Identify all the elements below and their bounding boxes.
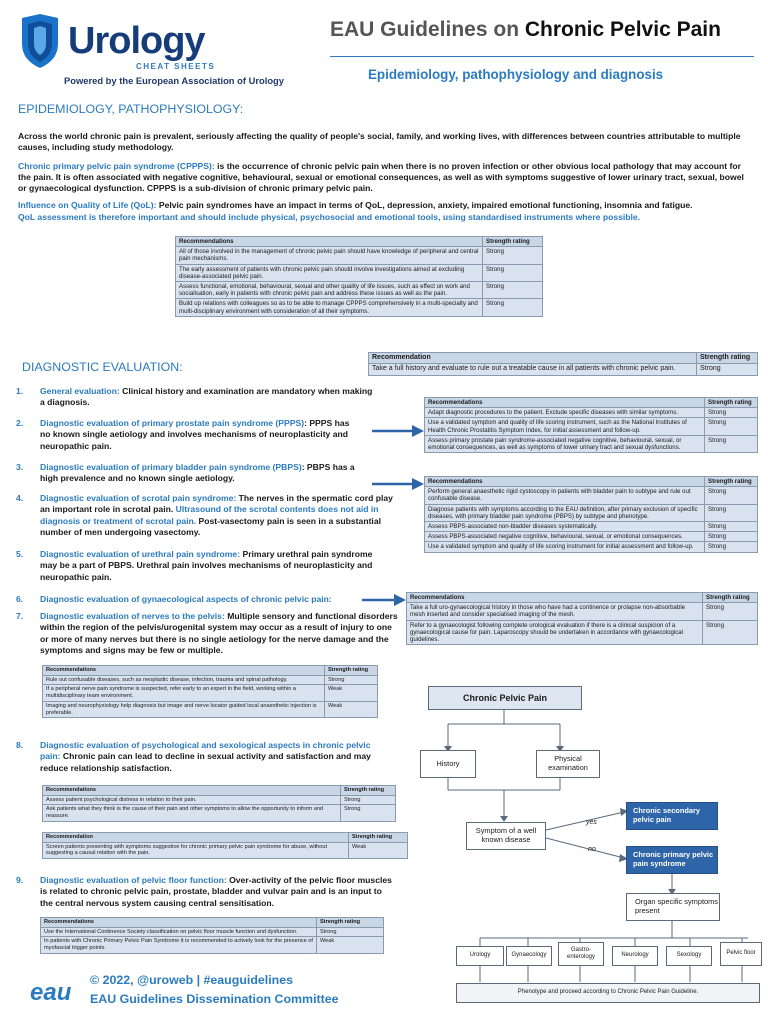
title-rule bbox=[330, 56, 754, 57]
eau-logo-icon bbox=[30, 976, 90, 1006]
table-header: Recommendations Strength rating bbox=[425, 477, 758, 487]
cppps-label: Chronic primary pelvic pain syndrome (CPPPS): bbox=[18, 161, 215, 171]
footer-copyright: © 2022, @uroweb | #eauguidelines bbox=[90, 973, 294, 987]
qol-label: Influence on Quality of Life (QoL): bbox=[18, 200, 157, 210]
flow-specialty-neurology: Neurology bbox=[612, 946, 658, 966]
table-header: Recommendations Strength rating bbox=[43, 666, 378, 676]
table-header: Recommendations Strength rating bbox=[407, 593, 758, 603]
diag-item-8: 8. Diagnostic evaluation of psychological and sexological aspects in chronic pelvic pain: Chronic pain can lead to decline in sexual activity and satisfaction and may reduce relationship satisfaction. bbox=[16, 740, 371, 773]
table-row: The early assessment of patients with chronic pelvic pain should involve investigations aimed at excluding disease-associated pelvic pain. Strong bbox=[176, 264, 543, 281]
table-row: Use the International Continence Society classification on pelvic floor muscle function and dysfunction. Strong bbox=[41, 927, 384, 937]
table-header: Recommendation Strength rating bbox=[43, 833, 408, 843]
table-row: If a peripheral nerve pain syndrome is suspected, refer early to an expert in the field, working within a multidisciplinary team environment. Weak bbox=[43, 685, 378, 701]
footer-committee: EAU Guidelines Dissemination Committee bbox=[90, 992, 339, 1006]
epi-recommendations-table bbox=[175, 236, 543, 317]
section-heading-diagnostic: DIAGNOSTIC EVALUATION: bbox=[22, 360, 183, 374]
table-row: Ask patients what they think is the cause of their pain and other symptoms to allow the opportunity to inform and reassure. Strong bbox=[43, 805, 396, 821]
flow-specialty-gynaecology: Gynaecology bbox=[506, 946, 552, 966]
page-title bbox=[330, 18, 721, 42]
diag-item-1: 1. General evaluation: Clinical history and examination are mandatory when making a diagnosis. bbox=[16, 386, 373, 408]
section-heading-epidemiology: EPIDEMIOLOGY, PATHOPHYSIOLOGY: bbox=[18, 102, 244, 116]
table-row: Assess PBPS-associated non-bladder diseases systematically. Strong bbox=[425, 521, 758, 531]
table-row: Screen patients presenting with symptoms suggestive for chronic primary pelvic pain syndrome for abuse, without suggesting a causal relation with the pain. Weak bbox=[43, 842, 408, 858]
table-header: Recommendations Strength rating bbox=[425, 398, 758, 408]
diag-item-7: 7. Diagnostic evaluation of nerves to the pelvis: Multiple sensory and functional disorders within the region of the pelvis/urogenital system may occur as a result of injury to one or more of many nerves but there is no single aetiology for the nerve damage and the symptoms and signs may be few or multiple. bbox=[16, 611, 398, 656]
title-main: Chronic Pelvic Pain bbox=[524, 18, 721, 41]
table-row: Build up relations with colleagues so as to be able to manage CPPPS comprehensively in a multi-specialty and multi-disciplinary environment with consideration of all their symptoms. Strong bbox=[176, 299, 543, 316]
table-row: Adapt diagnostic procedures to the patient. Exclude specific diseases with similar symptoms. Strong bbox=[425, 408, 758, 418]
logo-subtitle: CHEAT SHEETS bbox=[136, 62, 216, 71]
flow-specialty-urology: Urology bbox=[456, 946, 504, 966]
diag-item-5: 5. Diagnostic evaluation of urethral pain syndrome: Primary urethral pain syndrome may be a part of PBPS. Urethral pain involves mechanisms of neuroplasticity and neuropathic pain. bbox=[16, 549, 373, 582]
table-row: Use a validated symptom and quality of life scoring instrument, such as the National Institutes of Health Chronic Prostatitis Symptom Index, for initial assessment and follow-up. Strong bbox=[425, 418, 758, 435]
flow-history: History bbox=[420, 750, 476, 778]
flow-specialty-sexology: Sexology bbox=[666, 946, 712, 966]
diag-item-9: 9. Diagnostic evaluation of pelvic floor function: Over-activity of the pelvic floor muscles is related to chronic pelvic pain, prostate, bladder and vulvar pain and is an input to the central nervous system causing central sensitisation. bbox=[16, 875, 392, 908]
general-evaluation-table bbox=[368, 352, 758, 376]
table-header bbox=[176, 237, 543, 247]
table-row: Imaging and neurophysiology help diagnosis but image and nerve locator guided local anaesthetic injection is preferable. Weak bbox=[43, 701, 378, 717]
pbps-recommendations-table bbox=[424, 476, 758, 553]
table-row: Assess functional, emotional, behavioural, sexual and other quality of life issues, such as effect on work and socialisation, early in patients with chronic pelvic pain and address these issues as well as the pain. Strong bbox=[176, 281, 543, 298]
eau-logo bbox=[30, 976, 90, 1006]
col-strength: Strength rating bbox=[483, 237, 543, 247]
arrow-icon bbox=[362, 593, 406, 607]
table-header: Recommendation Strength rating bbox=[369, 353, 758, 364]
gynaecological-recommendations-table bbox=[406, 592, 758, 645]
diag-item-6: 6. Diagnostic evaluation of gynaecological aspects of chronic pelvic pain: bbox=[16, 594, 332, 604]
powered-by: Powered by the European Association of Urology bbox=[64, 75, 284, 86]
epi-paragraph-4: QoL assessment is therefore important and should include physical, psychosocial and emotional tools, using standardised instruments where possible. bbox=[18, 212, 641, 222]
table-row: Assess primary prostate pain syndrome-associated negative cognitive, behavioural, sexual, or emotional consequences, as well as symptoms of lower urinary tract and sexual dysfunctions. Strong bbox=[425, 435, 758, 452]
psych-recommendations-table bbox=[42, 785, 396, 822]
title-prefix: EAU Guidelines on bbox=[330, 18, 525, 41]
flow-symptom-known-disease: Symptom of a well known disease bbox=[466, 822, 546, 850]
table-row: Take a full history and evaluate to rule out a treatable cause in all patients with chronic pelvic pain. Strong bbox=[369, 364, 758, 375]
table-row: Assess patient psychological distress in relation to their pain. Strong bbox=[43, 795, 396, 805]
pelvic-floor-table bbox=[40, 917, 384, 954]
diag-item-4: 4. Diagnostic evaluation of scrotal pain syndrome: The nerves in the spermatic cord play an important role in scrotal pain. Ultrasound of the scrotal contents does not aid in diagnosis or treatment of scrotal pain. Post-vasectomy pain is seen in a substantial number of men undergoing vasectomy. bbox=[16, 493, 393, 538]
table-row: Refer to a gynaecologist following complete urological evaluation if there is a clinical suspicion of a gynaecological cause for pain. Laparoscopy should be undertaken in accordance with gynaecological guidelines. Strong bbox=[407, 620, 758, 645]
flow-yes-label: yes bbox=[586, 819, 597, 826]
flow-physical-examination: Physical examination bbox=[536, 750, 600, 778]
shield-logo-icon bbox=[18, 14, 62, 70]
flow-chronic-pelvic-pain: Chronic Pelvic Pain bbox=[428, 686, 582, 710]
arrow-icon bbox=[372, 424, 424, 438]
flow-specialty-gastroenterology: Gastro-enterology bbox=[558, 942, 604, 966]
table-header: Recommendations Strength rating bbox=[41, 918, 384, 928]
table-row: Perform general anaesthetic rigid cystoscopy in patients with bladder pain to subtype and rule out confusable disease. Strong bbox=[425, 487, 758, 504]
svg-text:eau: eau bbox=[30, 979, 72, 1006]
epi-paragraph-1: Across the world chronic pain is prevalent, seriously affecting the quality of people's social, family, and working lives, with differences between countries attributable to multiple causes, including study methodology. bbox=[18, 131, 741, 152]
table-header: Recommendations Strength rating bbox=[43, 786, 396, 796]
table-row: Assess PBPS-associated negative cognitive, behavioural, sexual, or emotional consequences. Strong bbox=[425, 532, 758, 542]
flow-phenotype-footer: Phenotype and proceed according to Chronic Pelvic Pain Guideline. bbox=[456, 983, 760, 1003]
flow-chronic-secondary: Chronic secondary pelvic pain bbox=[626, 802, 718, 830]
diag-item-2: 2. Diagnostic evaluation of primary prostate pain syndrome (PPPS): PPPS has no known single aetiology and involves mechanisms of neuroplasticity and neuropathic pain. bbox=[16, 418, 350, 451]
table-row: All of those involved in the management of chronic pelvic pain should have knowledge of peripheral and central pain mechanisms. Strong bbox=[176, 247, 543, 264]
epi-paragraph-2 bbox=[18, 161, 746, 194]
page-subtitle: Epidemiology, pathophysiology and diagnosis bbox=[368, 67, 664, 82]
flow-chronic-primary: Chronic primary pelvic pain syndrome bbox=[626, 846, 718, 874]
abuse-screening-table bbox=[42, 832, 408, 859]
ppps-recommendations-table bbox=[424, 397, 758, 453]
table-row: Use a validated symptom and quality of life scoring instrument for initial assessment and follow-up. Strong bbox=[425, 542, 758, 552]
epi-paragraph-3 bbox=[18, 200, 758, 211]
qol-text: Pelvic pain syndromes have an impact in terms of QoL, depression, anxiety, impaired emotional functioning, insomnia and fatigue. bbox=[156, 200, 693, 210]
flow-organ-specific: Organ specific symptoms present bbox=[626, 893, 720, 921]
urology-logo bbox=[18, 12, 238, 74]
table-row: Diagnose patients with symptoms according to the EAU definition, after primary exclusion of specific diseases, with primary bladder pain syndrome (PBPS) by subtype and phenotype. Strong bbox=[425, 504, 758, 521]
col-recommendations: Recommendations bbox=[176, 237, 483, 247]
table-row: In patients with Chronic Primary Pelvic Pain Syndrome it is recommended to actively look for the presence of myofascial trigger points. Weak bbox=[41, 937, 384, 953]
flow-no-label: no bbox=[588, 846, 596, 853]
logo-word: Urology bbox=[68, 20, 205, 62]
arrow-icon bbox=[372, 477, 424, 491]
cppps-text: is the occurrence of chronic pelvic pain when there is no proven infection or other obvious local pathology that may account for the pain. It is often associated with negative cognitive, behavioural, sexual or emotional consequences, as well as with symptoms suggestive of lower urinary tract, sexual, bowel or gynaecological dysfunction. CPPPS is a sub-division of chronic primary pelvic pain. bbox=[18, 161, 744, 193]
table-row: Take a full uro-gynaecological history in those who have had a continence or prolapse non-absorbable mesh inserted and consider specialised imaging of the mesh. Strong bbox=[407, 603, 758, 620]
table-row: Rule out confusable diseases, such as neoplastic disease, infection, trauma and spinal pathology. Strong bbox=[43, 675, 378, 685]
nerves-recommendations-table bbox=[42, 665, 378, 718]
diag-item-3: 3. Diagnostic evaluation of primary bladder pain syndrome (PBPS): PBPS has a high prevalence and no known single aetiology. bbox=[16, 462, 355, 484]
flow-specialty-pelvic-floor: Pelvic floor bbox=[720, 942, 762, 966]
